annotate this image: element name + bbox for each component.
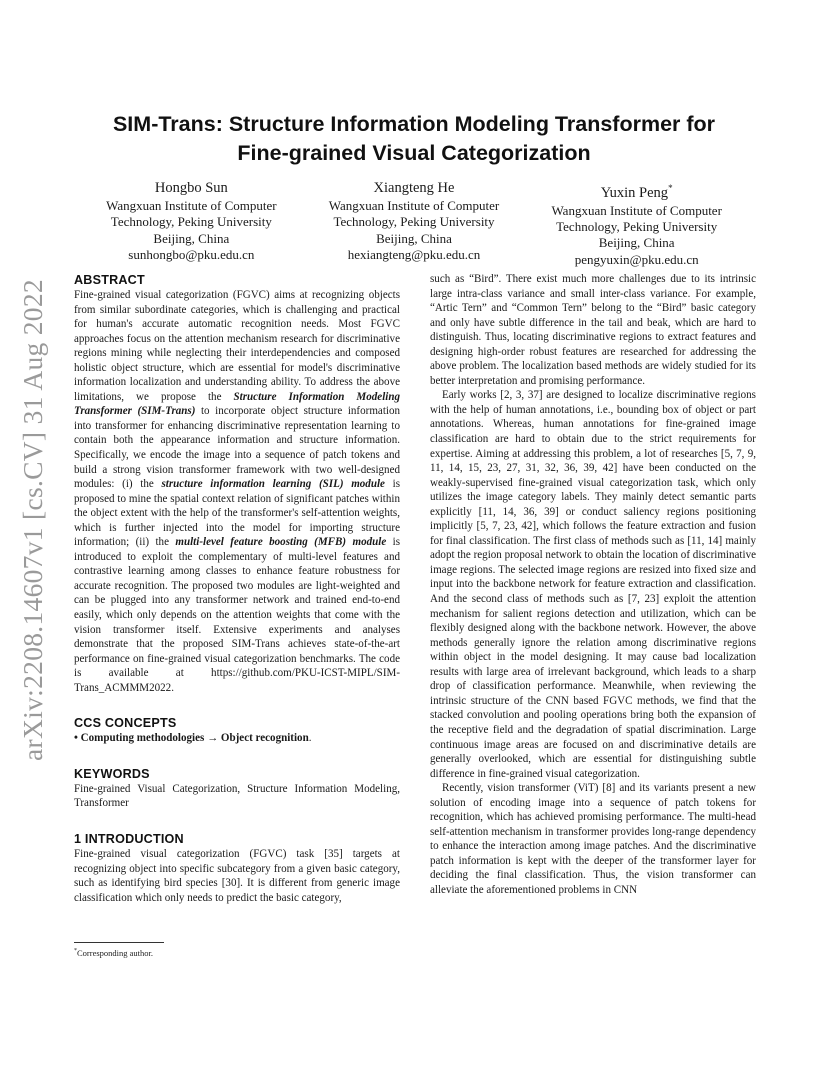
author-location: Beijing, China <box>598 235 675 251</box>
intro-paragraph-4: Recently, vision transformer (ViT) [8] and its variants present a new solution of encoding image into a sequence of patch tokens for recognition, which has achieved promising performance. The multi-head self-attention mechanism in transformer provides long-range dependency to enhance the interaction among image patches. And the discriminative patch information is kept with the deeper of the transformer layer for deciding the final classification. Thus, the vision transformer can alleviate the aforementioned problems in CNN <box>430 782 756 896</box>
arxiv-identifier: arXiv:2208.14607v1 [cs.CV] 31 Aug 2022 <box>17 279 49 761</box>
author-email: pengyuxin@pku.edu.cn <box>574 251 699 267</box>
author-name: Hongbo Sun <box>154 180 228 196</box>
author-name: Xiangteng He <box>373 180 455 196</box>
author-email: sunhongbo@pku.edu.cn <box>128 246 255 262</box>
right-column <box>430 272 756 898</box>
author-institution: Wangxuan Institute of Computer <box>551 202 722 218</box>
intro-paragraph-1: Fine-grained visual categorization (FGVC) task [35] targets at recognizing object into specific subcategory from a given basic category, such as identifying bird species [30]. It is different from generic image classification which only needs to predict the basic category, <box>74 847 400 904</box>
footnote <box>74 948 153 958</box>
corresponding-mark: * <box>668 183 673 193</box>
ccs-concepts-text: • Computing methodologies → Object recognition. <box>74 732 312 745</box>
footnote-rule <box>74 942 164 943</box>
sim-trans-emphasis: Structure Information Modeling Transformer (SIM-Trans) <box>74 390 400 418</box>
author-name: Yuxin Peng <box>600 184 669 201</box>
author-institution-2: Technology, Peking University <box>333 214 495 230</box>
intro-paragraph-3: Early works [2, 3, 37] are designed to localize discriminative regions with the help of human annotations, i.e., bounding box of object or part annotations. Whereas, human annotations for fine-grained image classification are hard to obtain due to the strict requirements for expertise. Aiming at addressing this problem, a lot of researches [5, 7, 9, 11, 14, 15, 23, 27, 31, 32, 36, 39, 42] have been conducted on the weakly-supervised fine-grained visual categorization task, which only utilizes the image category labels. They mainly detect semantic parts explicitly [11, 14, 36, 39] or conduct saliency regions positioning implicitly [5, 7, 23, 42], which follows the feature extraction and fusion for final classification. The first class of methods such as [11, 14] mainly adopt the region proposal network to obtain the location of discriminative image regions. The selected image regions are resized into fixed size and input into the backbone network for feature extraction and classification. And the second class of methods such as [7, 23] exploit the attention mechanism for salient regions detection and utilization, which can be flexibly designed along with the backbone network. However, the above methods generally ignore the relation among discriminative regions within object in the model designing. It may cause bad localization results with large area of irrelevant background, which leads to a sharp drop of classification performance. Meanwhile, when reviewing the intrinsic structure of the CNN based FGVC methods, we find that the stacked convolution and pooling operations bring both the expansion of the receptive field and the degradation of spatial discrimination. Large continuous image areas are focused on and discriminative details are generally overlooked, which are essential for distinguishing subtle difference in fine-grained visual categorization. <box>430 389 756 780</box>
footnote-text: Corresponding author. <box>77 948 154 958</box>
keywords-heading: KEYWORDS <box>74 766 150 781</box>
author-institution: Wangxuan Institute of Computer <box>106 198 277 213</box>
abstract-text: Fine-grained visual categorization (FGVC) aims at recognizing objects from similar subordinate categories, which is challenging and practical for human's accurate automatic recognition needs. Most FGVC approaches focus on the attention mechanism research for discriminative regions mining while neglecting their interdependencies and composed holistic object structure, which are essential for model's discriminative information localization and understanding ability. To address the above limitations, we propose the Structure Information Modeling Transformer (SIM-Trans) to incorporate object structure information into transformer for enhancing discriminative representation learning to contain both the appearance information and structure information. Specifically, we encode the image into a sequence of patch tokens and build a strong vision transformer framework with two well-designed modules: (i) the structure information learning (SIL) module is proposed to mine the spatial context relation of significant patches within the object extent with the help of the transformer's self-attention weights, which is further injected into the model for importing structure information; (ii) the multi-level feature boosting (MFB) module is introduced to exploit the complementary of multi-level features and contrastive learning among classes to enhance feature robustness for accurate recognition. The proposed two modules are light-weighted and can be plugged into any transformer network and trained end-to-end easily, which only depends on the attention weights that come with the vision transformer itself. Extensive experiments and analyses demonstrate that the proposed SIM-Trans achieves state-of-the-art performance on fine-grained visual categorization benchmarks. The code is available at https://github.com/PKU-ICST-MIPL/SIM-Trans_ACMMM2022. <box>74 289 401 694</box>
arxiv-side-stamp <box>8 270 58 770</box>
ccs-concepts-heading: CCS CONCEPTS <box>74 716 177 731</box>
title-line-1: SIM-Trans: Structure Information Modeling Transformer for <box>112 112 716 136</box>
mfb-module-emphasis: multi-level feature boosting (MFB) module <box>175 536 387 549</box>
title-line-2: Fine-grained Visual Categorization <box>237 141 591 165</box>
sil-module-emphasis: structure information learning (SIL) module <box>161 478 385 491</box>
author-location: Beijing, China <box>376 230 452 246</box>
author-institution-2: Technology, Peking University <box>556 219 718 235</box>
author-institution: Wangxuan Institute of Computer <box>328 198 500 213</box>
paper-title <box>80 110 748 168</box>
author-email: hexiangteng@pku.edu.cn <box>347 246 481 262</box>
intro-paragraph-2: such as “Bird”. There exist much more challenges due to its intrinsic large intra-class variance and small inter-class variance. For example, “Artic Tern” and “Common Tern” belong to the “Bird” basic category and only have subtle difference in the tail and beak, which are hard to distinguish. Thus, locating discriminative regions to extract features and designing high-order robust features are researched for addressing the above problem. The localization based methods are widely studied for its better interpretation and promising performance. <box>430 273 756 387</box>
author-3 <box>525 178 748 268</box>
introduction-heading: 1 INTRODUCTION <box>74 831 184 846</box>
left-column <box>74 272 400 905</box>
author-2 <box>303 178 526 268</box>
author-block <box>80 178 748 268</box>
keywords-text: Fine-grained Visual Categorization, Structure Information Modeling, Transformer <box>74 782 400 810</box>
footnote-mark: * <box>74 948 77 955</box>
author-1 <box>80 178 303 268</box>
author-location: Beijing, China <box>153 230 230 246</box>
abstract-heading: ABSTRACT <box>74 273 145 287</box>
author-institution-2: Technology, Peking University <box>110 214 272 230</box>
